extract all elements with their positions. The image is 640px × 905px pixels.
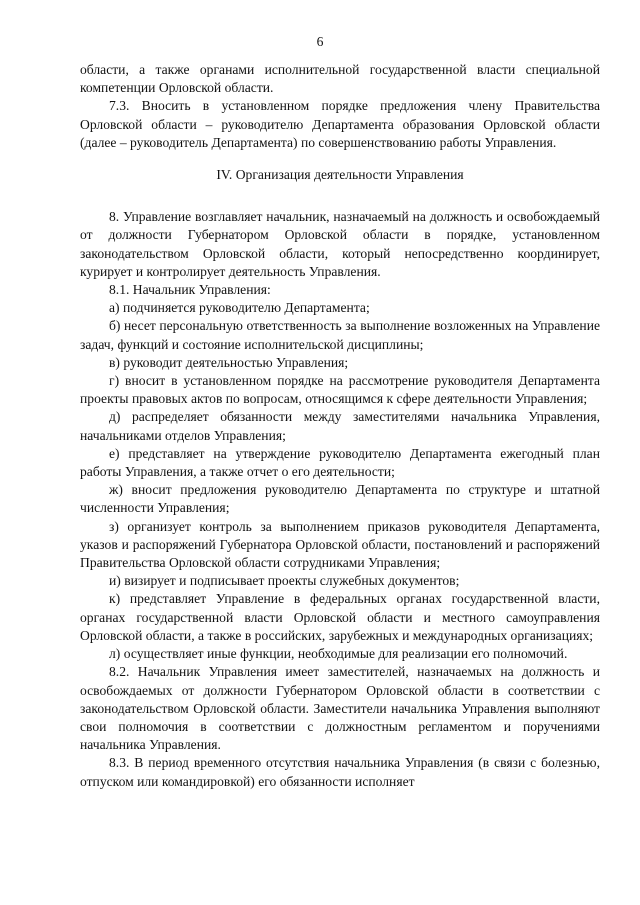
paragraph-8-2: 8.2. Начальник Управления имеет заместителей, назначаемых на должность и освобождаемых от должности Губернатором Орловской области в соответствии с законодательством Орловской области. Заместители начальника Управления выполняют свои полномочия в соответствии с должностным регламентом и поручениями начальника Управления.: [80, 664, 600, 753]
paragraph-7-3: 7.3. Вносить в установленном порядке предложения члену Правительства Орловской области – руководителю Департамента образования Орловской области (далее – руководитель Департамента) по совершенствованию работы Управления.: [80, 98, 600, 150]
list-item-8-1-a: а) подчиняется руководителю Департамента;: [109, 300, 370, 316]
list-item-8-1-k: к) представляет Управление в федеральных органах государственной власти, органах государственной власти Орловской области и местного самоуправления Орловской области, а также в российских, зарубежных и международных организациях;: [80, 591, 600, 643]
list-item-8-1-v: в) руководит деятельностью Управления;: [109, 354, 349, 370]
list-item-8-1-zh: ж) вносит предложения руководителю Департамента по структуре и штатной численности Управления;: [80, 482, 600, 516]
page-number: 6: [316, 34, 324, 49]
list-item-8-1-b: б) несет персональную ответственность за выполнение возложенных на Управление задач, функций и состояние исполнительской дисциплины;: [80, 318, 600, 352]
list-item-8-1-g: г) вносит в установленном порядке на рассмотрение руководителя Департамента проекты правовых актов по вопросам, относящимся к сфере деятельности Управления;: [80, 373, 600, 407]
list-item-8-1-z: з) организует контроль за выполнением приказов руководителя Департамента, указов и распоряжений Губернатора Орловской области, постановлений и распоряжений Правительства Орловской области сотрудниками Управления;: [80, 518, 600, 571]
document-body: [80, 61, 600, 791]
section-heading: IV. Организация деятельности Управления: [216, 167, 464, 183]
paragraph-continuation: области, а также органами исполнительной государственной власти специальной компетенции Орловской области.: [80, 62, 600, 96]
list-item-8-1-i: и) визирует и подписывает проекты служебных документов;: [109, 573, 460, 589]
list-item-8-1-e: е) представляет на утверждение руководителю Департамента ежегодный план работы Управления, а также отчет о его деятельности;: [80, 445, 600, 480]
paragraph-8-1: 8.1. Начальник Управления:: [109, 282, 271, 298]
list-item-8-1-d: д) распределяет обязанности между заместителями начальника Управления, начальниками отделов Управления;: [80, 409, 600, 443]
paragraph-8: 8. Управление возглавляет начальник, назначаемый на должность и освобождаемый от должности Губернатором Орловской области в порядке, установленном законодательством Орловской области, который непосредственно координирует, курирует и контролирует деятельность Управления.: [80, 209, 600, 279]
paragraph-8-3: 8.3. В период временного отсутствия начальника Управления (в связи с болезнью, отпуском или командировкой) его обязанности исполняет: [80, 755, 600, 789]
list-item-8-1-l: л) осуществляет иные функции, необходимые для реализации его полномочий.: [109, 646, 568, 662]
